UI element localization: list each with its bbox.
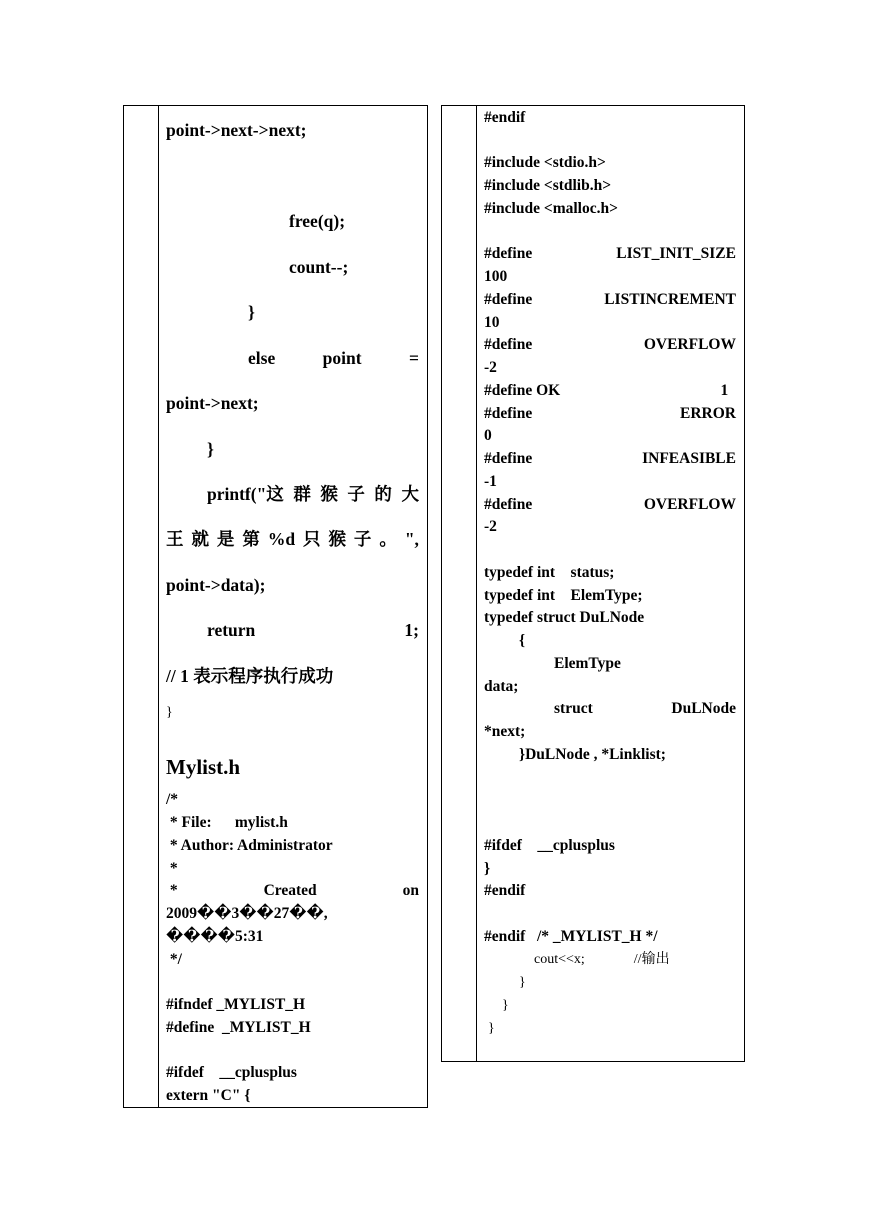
code-line: #endif bbox=[484, 882, 526, 899]
code-line: 100 bbox=[484, 268, 508, 285]
code-line: point->next->next; bbox=[166, 120, 307, 140]
code-line: #ifndef _MYLIST_H bbox=[166, 996, 306, 1013]
code-line: #ifdef __cplusplus bbox=[166, 1064, 297, 1081]
code-line: -2 bbox=[484, 359, 497, 376]
code-line: struct DuLNode bbox=[554, 700, 736, 717]
code-line: #define OVERFLOW bbox=[484, 496, 736, 513]
code-line: } bbox=[484, 860, 491, 877]
code-line: #endif /* _MYLIST_H */ bbox=[484, 928, 658, 945]
code-line: } bbox=[166, 705, 173, 720]
code-line: point->data); bbox=[166, 575, 266, 595]
code-line: typedef int ElemType; bbox=[484, 587, 643, 604]
code-line: } bbox=[488, 1021, 495, 1036]
code-line: }DuLNode , *Linklist; bbox=[519, 746, 666, 763]
code-line: 王 就 是 第 %d 只 猴 子 。 ", bbox=[166, 529, 419, 549]
code-line: return 1; bbox=[207, 620, 419, 640]
code-line: * bbox=[166, 860, 178, 877]
code-line: #include <stdlib.h> bbox=[484, 177, 612, 194]
code-line: typedef struct DuLNode bbox=[484, 609, 645, 626]
code-line: ElemType bbox=[554, 655, 621, 672]
left-table-gutter bbox=[124, 106, 159, 1107]
code-line: #include <malloc.h> bbox=[484, 200, 618, 217]
code-line: #include <stdio.h> bbox=[484, 154, 606, 171]
code-line: #define LIST_INIT_SIZE bbox=[484, 245, 736, 262]
code-line: -1 bbox=[484, 473, 497, 490]
code-line: #define ERROR bbox=[484, 405, 736, 422]
code-line: extern "C" { bbox=[166, 1087, 251, 1104]
code-line: * Author: Administrator bbox=[166, 837, 333, 854]
code-line: #define OVERFLOW bbox=[484, 336, 736, 353]
code-line: -2 bbox=[484, 518, 497, 535]
code-line: data; bbox=[484, 678, 519, 695]
code-line: #endif bbox=[484, 109, 526, 126]
code-line: * Created on bbox=[166, 882, 419, 899]
code-line: #define OK 1 bbox=[484, 382, 736, 399]
code-line: point->next; bbox=[166, 393, 259, 413]
code-line: 2009��3��27��, bbox=[166, 905, 328, 922]
code-line: */ bbox=[166, 951, 182, 968]
code-line: ����5:31 bbox=[166, 928, 264, 945]
code-line: #define LISTINCREMENT bbox=[484, 291, 736, 308]
right-table-gutter bbox=[442, 106, 477, 1061]
left-code-table bbox=[123, 105, 428, 1108]
code-line: #define INFEASIBLE bbox=[484, 450, 736, 467]
code-line: /* bbox=[166, 791, 179, 808]
code-line: * File: mylist.h bbox=[166, 814, 288, 831]
code-line: } bbox=[207, 439, 214, 459]
code-line: count--; bbox=[289, 257, 349, 277]
left-code-cell bbox=[159, 106, 427, 1107]
code-line: 0 bbox=[484, 427, 492, 444]
code-line: { bbox=[519, 632, 526, 649]
code-line: #ifdef __cplusplus bbox=[484, 837, 615, 854]
code-line: } bbox=[248, 302, 255, 322]
code-line: typedef int status; bbox=[484, 564, 615, 581]
file-heading: Mylist.h bbox=[166, 755, 241, 779]
right-code-cell bbox=[477, 106, 744, 1061]
code-line: free(q); bbox=[289, 211, 346, 231]
code-line: else point = bbox=[248, 348, 419, 368]
code-line: 10 bbox=[484, 314, 500, 331]
code-line: printf("这 群 猴 子 的 大 bbox=[207, 484, 419, 504]
code-line: } bbox=[519, 975, 526, 990]
code-comment: // 1 表示程序执行成功 bbox=[166, 666, 334, 686]
code-line: cout<<x; //输出 bbox=[534, 952, 670, 967]
right-code-table bbox=[441, 105, 745, 1062]
code-line: *next; bbox=[484, 723, 526, 740]
code-line: } bbox=[502, 998, 509, 1013]
code-line: #define _MYLIST_H bbox=[166, 1019, 311, 1036]
